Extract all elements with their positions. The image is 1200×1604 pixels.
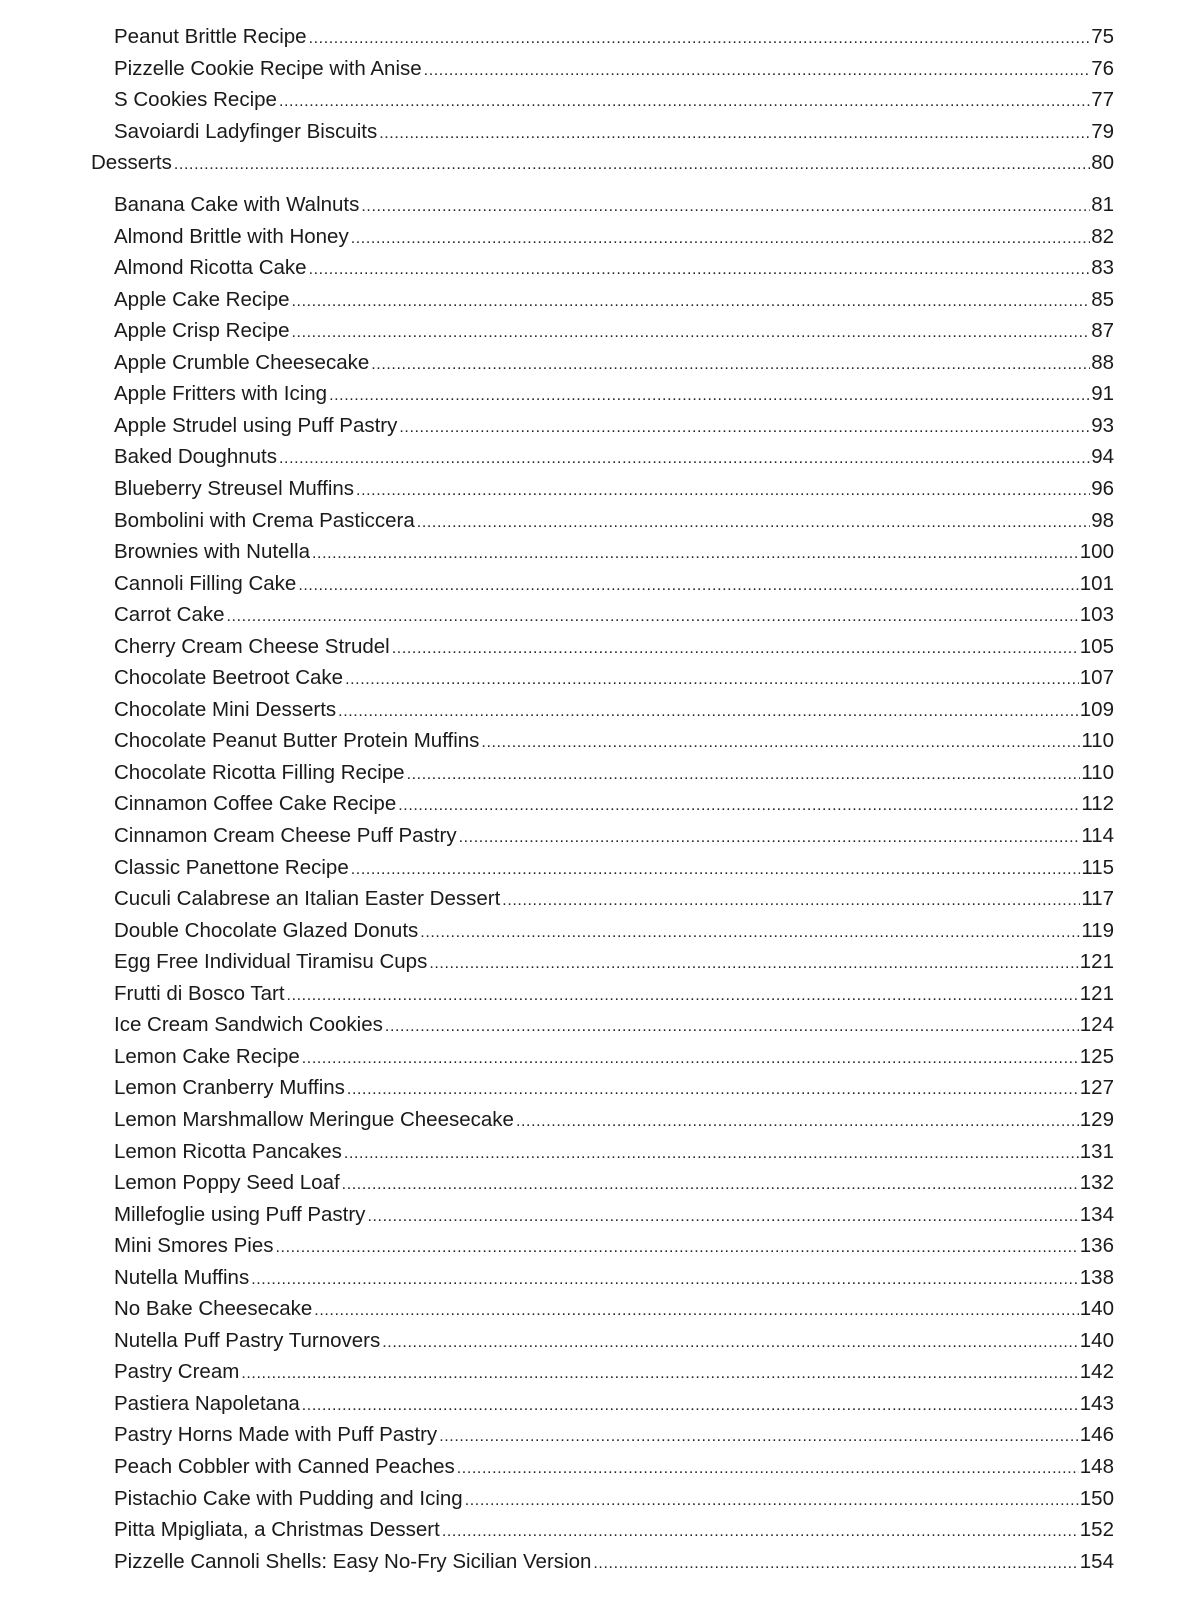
toc-entry[interactable]: [114, 1168, 1114, 1198]
toc-entry-title: Mini Smores Pies: [114, 1234, 274, 1257]
toc-entry-page-number: 75: [1091, 25, 1114, 48]
toc-entry-page-number: 136: [1079, 1234, 1114, 1257]
toc-entry[interactable]: [114, 789, 1114, 819]
toc-entry-page-number: 98: [1091, 509, 1114, 532]
dot-leader: [356, 476, 1090, 504]
toc-entry-page-number: 91: [1091, 382, 1114, 405]
toc-entry-title: Cinnamon Cream Cheese Puff Pastry: [114, 824, 457, 847]
dot-leader: [424, 56, 1091, 84]
toc-entry-page-number: 127: [1079, 1076, 1114, 1099]
toc-entry-title: Apple Strudel using Puff Pastry: [114, 414, 398, 437]
toc-entry-title: Apple Crumble Cheesecake: [114, 351, 370, 374]
toc-entry-page-number: 154: [1079, 1550, 1114, 1573]
toc-entry-title: Frutti di Bosco Tart: [114, 982, 285, 1005]
dot-leader: [276, 1233, 1079, 1261]
toc-entry-page-number: 140: [1079, 1329, 1114, 1352]
toc-entry[interactable]: [114, 1420, 1114, 1450]
toc-entry-page-number: 109: [1079, 698, 1114, 721]
toc-entry-title: Millefoglie using Puff Pastry: [114, 1203, 366, 1226]
toc-entry-title: Lemon Cranberry Muffins: [114, 1076, 345, 1099]
toc-entry-page-number: 146: [1079, 1423, 1114, 1446]
toc-entry-title: Peanut Brittle Recipe: [114, 25, 307, 48]
toc-entry-page-number: 119: [1081, 919, 1114, 942]
dot-leader: [379, 119, 1090, 147]
toc-entry-title: Chocolate Peanut Butter Protein Muffins: [114, 729, 480, 752]
toc-entry[interactable]: [114, 285, 1114, 315]
toc-entry-page-number: 85: [1091, 288, 1114, 311]
toc-entry[interactable]: [114, 758, 1114, 788]
toc-entry[interactable]: [114, 348, 1114, 378]
toc-entry[interactable]: [114, 316, 1114, 346]
dot-leader: [338, 697, 1079, 725]
toc-entry-title: Lemon Ricotta Pancakes: [114, 1140, 342, 1163]
toc-entry[interactable]: [114, 54, 1114, 84]
toc-entry-page-number: 93: [1091, 414, 1114, 437]
toc-entry-title: Egg Free Individual Tiramisu Cups: [114, 950, 428, 973]
dot-leader: [593, 1549, 1078, 1577]
dot-leader: [344, 1139, 1079, 1167]
toc-entry[interactable]: [114, 1073, 1114, 1103]
toc-entry-page-number: 124: [1079, 1013, 1114, 1036]
dot-leader: [502, 886, 1080, 914]
toc-entry-title: Almond Brittle with Honey: [114, 225, 349, 248]
toc-entry[interactable]: [114, 1484, 1114, 1514]
toc-entry-title: Ice Cream Sandwich Cookies: [114, 1013, 383, 1036]
dot-leader: [314, 1296, 1078, 1324]
toc-entry[interactable]: [114, 222, 1114, 252]
toc-entry-title: Pitta Mpigliata, a Christmas Dessert: [114, 1518, 440, 1541]
toc-entry-page-number: 129: [1079, 1108, 1114, 1131]
toc-entry[interactable]: [114, 916, 1114, 946]
toc-entry-page-number: 88: [1091, 351, 1114, 374]
dot-leader: [251, 1265, 1079, 1293]
toc-entry-page-number: 94: [1091, 445, 1114, 468]
dot-leader: [279, 87, 1090, 115]
toc-entry[interactable]: [114, 474, 1114, 504]
toc-entry-page-number: 121: [1079, 982, 1114, 1005]
toc-entry-page-number: 148: [1079, 1455, 1114, 1478]
toc-entry-title: Apple Cake Recipe: [114, 288, 290, 311]
toc-entry-title: Classic Panettone Recipe: [114, 856, 349, 879]
toc-entry-title: Desserts: [91, 151, 172, 174]
toc-entry-title: S Cookies Recipe: [114, 88, 277, 111]
toc-entry[interactable]: [114, 1105, 1114, 1135]
toc-entry-title: Almond Ricotta Cake: [114, 256, 307, 279]
toc-entry-page-number: 80: [1091, 151, 1114, 174]
toc-section-heading[interactable]: [91, 148, 1114, 178]
toc-entry[interactable]: [114, 884, 1114, 914]
dot-leader: [399, 413, 1090, 441]
dot-leader: [392, 634, 1079, 662]
dot-leader: [385, 1012, 1079, 1040]
toc-entry-title: Lemon Marshmallow Meringue Cheesecake: [114, 1108, 514, 1131]
dot-leader: [465, 1486, 1079, 1514]
toc-entry[interactable]: [114, 411, 1114, 441]
dot-leader: [459, 823, 1081, 851]
toc-entry-page-number: 152: [1079, 1518, 1114, 1541]
toc-entry-title: Pastiera Napoletana: [114, 1392, 300, 1415]
dot-leader: [439, 1422, 1079, 1450]
toc-entry-title: Double Chocolate Glazed Donuts: [114, 919, 419, 942]
toc-entry-page-number: 103: [1079, 603, 1114, 626]
toc-entry-title: Nutella Puff Pastry Turnovers: [114, 1329, 381, 1352]
toc-entry[interactable]: [114, 1357, 1114, 1387]
toc-entry-page-number: 142: [1079, 1360, 1114, 1383]
toc-entry-page-number: 140: [1079, 1297, 1114, 1320]
toc-entry-page-number: 87: [1091, 319, 1114, 342]
dot-leader: [309, 255, 1091, 283]
toc-entry-page-number: 101: [1079, 572, 1114, 595]
toc-entry-page-number: 110: [1081, 761, 1114, 784]
dot-leader: [302, 1044, 1079, 1072]
toc-entry-title: Cuculi Calabrese an Italian Easter Dessert: [114, 887, 501, 910]
dot-leader: [291, 318, 1090, 346]
toc-entry-title: Apple Crisp Recipe: [114, 319, 290, 342]
dot-leader: [329, 381, 1090, 409]
toc-entry-page-number: 100: [1079, 540, 1114, 563]
dot-leader: [279, 444, 1090, 472]
toc-entry[interactable]: [114, 1137, 1114, 1167]
dot-leader: [342, 1170, 1079, 1198]
toc-entry[interactable]: [114, 979, 1114, 1009]
toc-entry-page-number: 76: [1091, 57, 1114, 80]
toc-entry-title: Baked Doughnuts: [114, 445, 277, 468]
toc-entry-title: Nutella Muffins: [114, 1266, 250, 1289]
toc-entry-page-number: 107: [1079, 666, 1114, 689]
toc-entry-title: Lemon Poppy Seed Loaf: [114, 1171, 340, 1194]
dot-leader: [417, 508, 1090, 536]
toc-entry-title: Chocolate Mini Desserts: [114, 698, 337, 721]
dot-leader: [457, 1454, 1079, 1482]
toc-entry-page-number: 131: [1079, 1140, 1114, 1163]
toc-entry-title: No Bake Cheesecake: [114, 1297, 313, 1320]
dot-leader: [516, 1107, 1079, 1135]
dot-leader: [241, 1359, 1078, 1387]
toc-entry[interactable]: [114, 1231, 1114, 1261]
toc-entry-title: Pastry Cream: [114, 1360, 240, 1383]
toc-entry[interactable]: [114, 663, 1114, 693]
toc-entry[interactable]: [114, 190, 1114, 220]
dot-leader: [351, 224, 1090, 252]
dot-leader: [429, 949, 1078, 977]
toc-entry-title: Brownies with Nutella: [114, 540, 310, 563]
toc-entry-title: Pizzelle Cannoli Shells: Easy No-Fry Sicilian Version: [114, 1550, 592, 1573]
toc-entry-title: Lemon Cake Recipe: [114, 1045, 300, 1068]
toc-entry[interactable]: [114, 1389, 1114, 1419]
toc-entry-page-number: 121: [1079, 950, 1114, 973]
toc-entry-page-number: 96: [1091, 477, 1114, 500]
dot-leader: [407, 760, 1081, 788]
toc-entry[interactable]: [114, 821, 1114, 851]
dot-leader: [481, 728, 1080, 756]
toc-entry-title: Chocolate Ricotta Filling Recipe: [114, 761, 405, 784]
toc-entry-title: Blueberry Streusel Muffins: [114, 477, 355, 500]
toc-entry[interactable]: [114, 85, 1114, 115]
toc-entry-page-number: 79: [1091, 120, 1114, 143]
dot-leader: [371, 350, 1090, 378]
toc-entry-page-number: 138: [1079, 1266, 1114, 1289]
dot-leader: [361, 192, 1090, 220]
dot-leader: [302, 1391, 1079, 1419]
toc-entry[interactable]: [114, 1452, 1114, 1482]
toc-entry[interactable]: [114, 1294, 1114, 1324]
dot-leader: [174, 150, 1090, 178]
toc-entry[interactable]: [114, 442, 1114, 472]
toc-entry[interactable]: [114, 1042, 1114, 1072]
toc-entry-title: Pistachio Cake with Pudding and Icing: [114, 1487, 463, 1510]
dot-leader: [420, 918, 1080, 946]
toc-entry-page-number: 81: [1091, 193, 1114, 216]
dot-leader: [351, 855, 1081, 883]
toc-entry-page-number: 77: [1091, 88, 1114, 111]
toc-entry[interactable]: [114, 600, 1114, 630]
toc-entry-page-number: 114: [1081, 824, 1114, 847]
toc-entry-page-number: 150: [1079, 1487, 1114, 1510]
dot-leader: [367, 1202, 1078, 1230]
toc-entry[interactable]: [114, 506, 1114, 536]
toc-entry[interactable]: [114, 117, 1114, 147]
toc-entry-page-number: 115: [1081, 856, 1114, 879]
toc-entry-title: Cherry Cream Cheese Strudel: [114, 635, 390, 658]
toc-entry-title: Cannoli Filling Cake: [114, 572, 297, 595]
toc-entry[interactable]: [114, 253, 1114, 283]
toc-entry-page-number: 134: [1079, 1203, 1114, 1226]
toc-entry-page-number: 143: [1079, 1392, 1114, 1415]
toc-entry-page-number: 132: [1079, 1171, 1114, 1194]
toc-entry[interactable]: [114, 1326, 1114, 1356]
dot-leader: [347, 1075, 1079, 1103]
dot-leader: [298, 571, 1078, 599]
toc-entry-page-number: 112: [1081, 792, 1114, 815]
toc-entry[interactable]: [114, 632, 1114, 662]
toc-entry[interactable]: [114, 537, 1114, 567]
dot-leader: [382, 1328, 1079, 1356]
toc-entry[interactable]: [114, 853, 1114, 883]
toc-entry[interactable]: [114, 947, 1114, 977]
dot-leader: [442, 1517, 1079, 1545]
toc-entry-title: Banana Cake with Walnuts: [114, 193, 360, 216]
toc-entry-title: Savoiardi Ladyfinger Biscuits: [114, 120, 378, 143]
toc-entry-title: Bombolini with Crema Pasticcera: [114, 509, 415, 532]
toc-entry[interactable]: [114, 569, 1114, 599]
dot-leader: [287, 981, 1079, 1009]
toc-entry[interactable]: [114, 1010, 1114, 1040]
toc-entry-title: Apple Fritters with Icing: [114, 382, 328, 405]
toc-entry-title: Carrot Cake: [114, 603, 225, 626]
toc-entry-page-number: 105: [1079, 635, 1114, 658]
toc-entry-page-number: 117: [1081, 887, 1114, 910]
toc-entry[interactable]: [114, 22, 1114, 52]
dot-leader: [227, 602, 1079, 630]
dot-leader: [292, 287, 1091, 315]
dot-leader: [309, 24, 1091, 52]
dot-leader: [398, 791, 1080, 819]
toc-entry-title: Pastry Horns Made with Puff Pastry: [114, 1423, 438, 1446]
toc-entry-page-number: 110: [1081, 729, 1114, 752]
dot-leader: [345, 665, 1079, 693]
toc-entry[interactable]: [114, 1547, 1114, 1577]
toc-entry-title: Peach Cobbler with Canned Peaches: [114, 1455, 455, 1478]
dot-leader: [312, 539, 1079, 567]
toc-entry-title: Cinnamon Coffee Cake Recipe: [114, 792, 397, 815]
toc-entry-title: Pizzelle Cookie Recipe with Anise: [114, 57, 422, 80]
toc-entry-page-number: 125: [1079, 1045, 1114, 1068]
toc-entry[interactable]: [114, 1263, 1114, 1293]
toc-entry-title: Chocolate Beetroot Cake: [114, 666, 344, 689]
toc-entry[interactable]: [114, 726, 1114, 756]
toc-entry-page-number: 83: [1091, 256, 1114, 279]
toc-entry[interactable]: [114, 379, 1114, 409]
toc-entry[interactable]: [114, 1515, 1114, 1545]
toc-entry-page-number: 82: [1091, 225, 1114, 248]
toc-entry[interactable]: [114, 695, 1114, 725]
toc-entry[interactable]: [114, 1200, 1114, 1230]
